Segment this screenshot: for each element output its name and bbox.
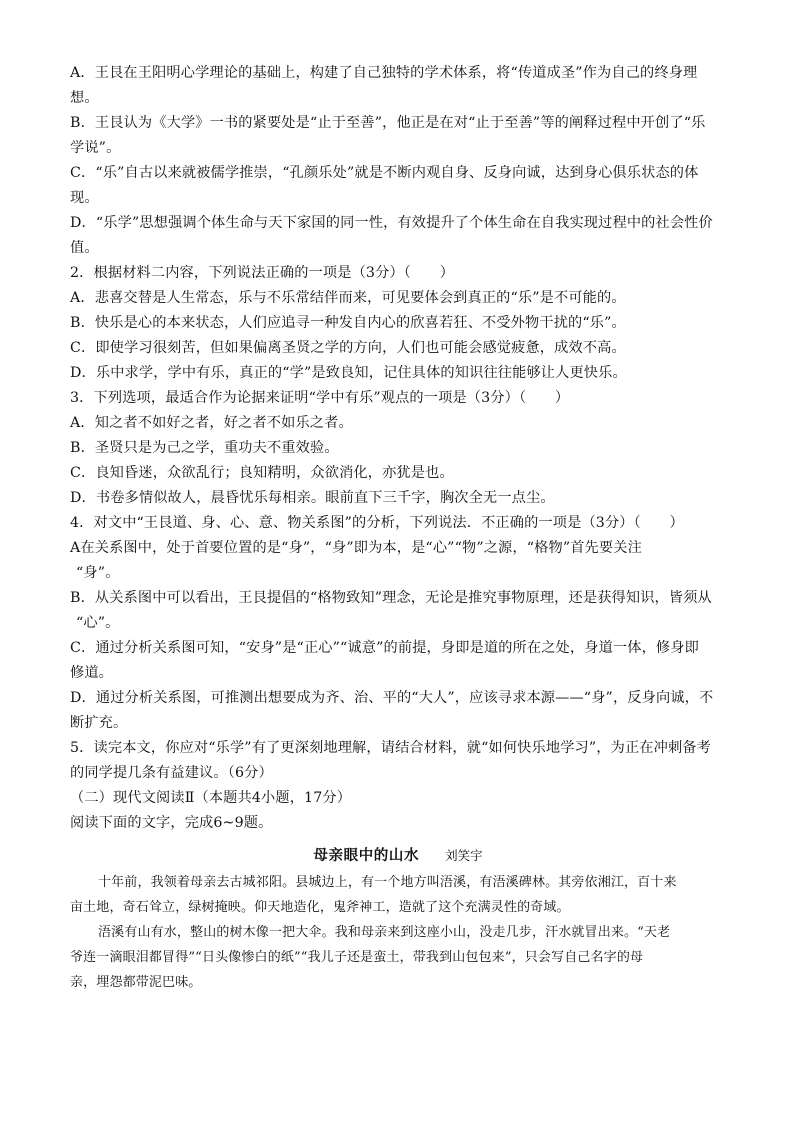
question-2-option-a: A．悲喜交替是人生常态，乐与不乐常结伴而来，可见要体会到真正的“乐”是不可能的。 [70, 290, 626, 306]
option-c-line-1: C．“乐”自古以来就被儒学推崇，“孔颜乐处”就是不断内观自身、反身向诚，达到身心俱乐状态的体 [70, 165, 699, 181]
question-4-option-b-line-2: “心”。 [76, 615, 120, 631]
question-4-option-d-line-2: 断扩充。 [70, 715, 128, 731]
essay-author: 刘笑宇 [445, 848, 483, 863]
essay-paragraph-2-line-3: 亲，埋怨都带泥巴味。 [70, 975, 202, 990]
essay-body [70, 870, 726, 995]
question-3-stem: 3．下列选项，最适合作为论据来证明“学中有乐”观点的一项是（3分）（ ） [70, 390, 570, 406]
question-5-line-1: 5．读完本文，你应对“乐学”有了更深刻地理解，请结合材料，就“如何快乐地学习”，为正在冲刺备考 [70, 740, 711, 756]
essay-paragraph-2-line-2: 爷连一滴眼泪都冒得”“日头像惨白的纸”“我儿子还是蛮土，带我到山包包来”，只会写自己名字的母 [70, 950, 644, 965]
question-4-option-c-line-1: C．通过分析关系图可知，“安身”是“正心”“诚意”的前提，身即是道的所在之处，身道一体，修身即 [70, 640, 699, 656]
section-heading: （二）现代文阅读Ⅱ（本题共4小题，17分） [70, 790, 352, 806]
question-4-option-a-line-2: “身”。 [76, 565, 120, 581]
question-3-option-b: B．圣贤只是为己之学，重功夫不重效验。 [70, 440, 339, 456]
reading-instruction: 阅读下面的文字，完成6~9题。 [70, 815, 273, 831]
page-content [70, 61, 726, 995]
question-3-option-a: A．知之者不如好之者，好之者不如乐之者。 [70, 415, 353, 431]
option-b-line-1: B．王艮认为《大学》一书的紧要处是“止于至善”，他正是在对“止于至善”等的阐释过程中开创了“乐 [70, 115, 706, 131]
question-3-option-c: C．良知昏迷，众欲乱行；良知精明，众欲消化，亦犹是也。 [70, 465, 454, 481]
question-2-option-d: D．乐中求学，学中有乐，真正的“学”是致良知，记住具体的知识往往能够让人更快乐。 [70, 365, 627, 381]
option-d-line-1: D．“乐学”思想强调个体生命与天下家国的同一性，有效提升了个体生命在自我实现过程中的社会性价 [70, 215, 713, 231]
essay-paragraph-2-line-1: 浯溪有山有水，整山的树木像一把大伞。我和母亲来到这座小山，没走几步，汗水就冒出来。“天老 [98, 925, 671, 940]
question-4-option-c-line-2: 修道。 [70, 665, 114, 681]
question-2-option-c: C．即使学习很刻苦，但如果偏离圣贤之学的方向，人们也可能会感觉疲惫，成效不高。 [70, 340, 626, 356]
essay-title: 母亲眼中的山水 [313, 847, 420, 864]
question-5-line-2: 的同学提几条有益建议。（6分） [70, 765, 273, 781]
question-2-stem: 2．根据材料二内容，下列说法正确的一项是（3分）（ ） [70, 265, 455, 281]
question-3-option-d: D．书卷多情似故人，晨昏忧乐每相亲。眼前直下三千字，胸次全无一点尘。 [70, 490, 555, 506]
essay-paragraph-1-line-2: 亩土地，奇石耸立，绿树掩映。仰天地造化，鬼斧神工，造就了这个充满灵性的奇域。 [70, 900, 570, 915]
question-4-option-b-line-1: B．从关系图中可以看出，王艮提倡的“格物致知”理念，无论是推究事物原理，还是获得知识，皆须从 [70, 590, 712, 606]
essay-paragraph-1-line-1: 十年前，我领着母亲去古城祁阳。县城边上，有一个地方叫浯溪，有浯溪碑林。其旁依湘江，百十来 [98, 875, 677, 890]
option-b-line-2: 学说”。 [70, 140, 121, 156]
option-d-line-2: 值。 [70, 240, 99, 256]
option-a-line-1: A．王艮在王阳明心学理论的基础上，构建了自己独特的学术体系，将“传道成圣”作为自己的终身理 [70, 65, 698, 81]
question-4-stem: 4．对文中“王艮道、身、心、意、物关系图”的分析，下列说法．不正确的一项是（3分）（ ） [70, 515, 684, 531]
option-a-line-2: 想。 [70, 90, 99, 106]
question-2-option-b: B．快乐是心的本来状态，人们应追寻一种发自内心的欣喜若狂、不受外物干扰的“乐”。 [70, 315, 626, 331]
question-4-option-a-line-1: A在关系图中，处于首要位置的是“身”，“身”即为本，是“心”“物”之源，“格物”首先要关注 [70, 540, 642, 556]
option-c-line-2: 现。 [70, 190, 99, 206]
question-4-option-d-line-1: D．通过分析关系图，可推测出想要成为齐、治、平的“大人”，应该寻求本源——“身”，反身向诚，不 [70, 690, 714, 706]
essay-title-row [70, 842, 726, 870]
